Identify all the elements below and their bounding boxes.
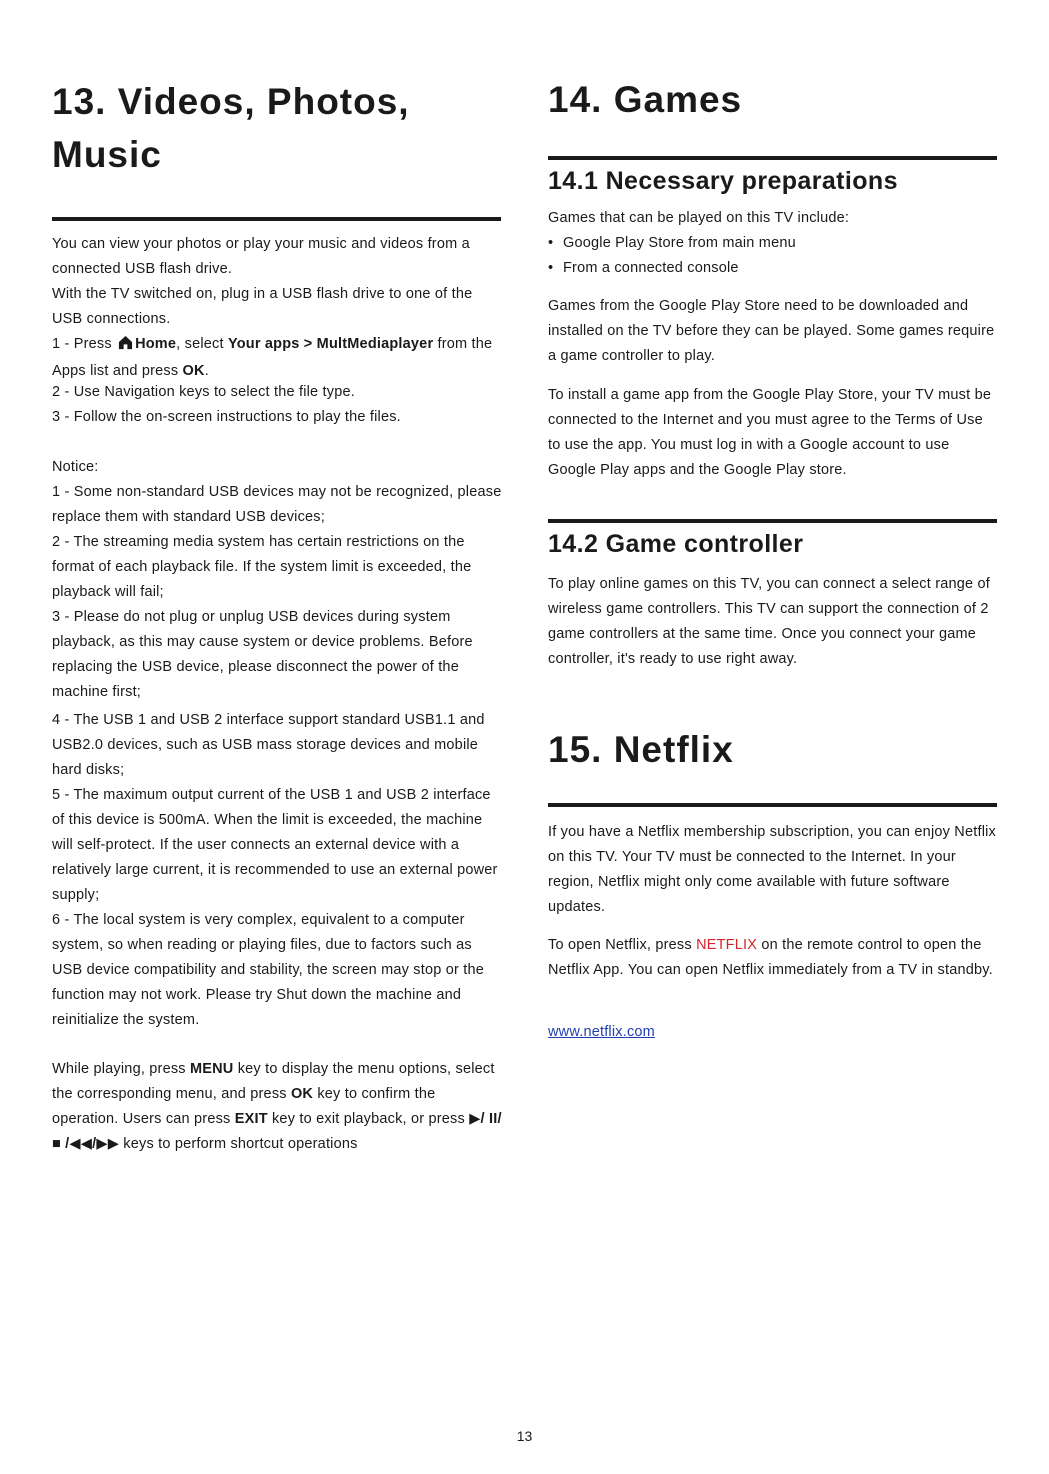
step-1-mid: , select xyxy=(176,336,224,352)
page-number: 13 xyxy=(516,1428,533,1444)
playing-text-2: key to display the menu options, select the corresponding menu, and press xyxy=(52,1061,495,1102)
intro-paragraph-2: With the TV switched on, plug in a USB flash drive to one of the USB connections. xyxy=(52,286,473,327)
step-1-path: Your apps > MultMediaplayer xyxy=(227,336,434,352)
step-1 xyxy=(52,332,502,384)
ok-key-label: OK xyxy=(290,1086,314,1102)
notice-6: 6 - The local system is very complex, equivalent to a computer system, so when reading or playing files, due to factors such as USB device compatibility and stability, the screen may stop or the function may not work. Please try Shut down the machine and reinitialize the system. xyxy=(52,912,485,1028)
netflix-paragraph-2 xyxy=(548,933,998,983)
section-14-2-rule xyxy=(548,519,997,523)
notice-3: 3 - Please do not plug or unplug USB devices during system playback, as this may cause system or device problems. Before replacing the USB device, please disconnect the power of the machine first; xyxy=(52,609,473,700)
netflix-paragraph-1: If you have a Netflix membership subscription, you can enjoy Netflix on this TV. Your TV must be connected to the Internet. In your region, Netflix might only come available with future software updates. xyxy=(548,824,996,915)
playing-instructions xyxy=(52,1057,502,1157)
step-2: 2 - Use Navigation keys to select the file type. xyxy=(52,384,355,400)
notice-5: 5 - The maximum output current of the USB 1 and USB 2 interface of this device is 500mA. When the limit is exceeded, the machine will self-protect. If the user connects an external device with a relatively large current, it is recommended to use an external power supply; xyxy=(52,787,498,903)
netflix-text-1: To open Netflix, press xyxy=(548,937,692,953)
section-14-1-paragraph-1: Games from the Google Play Store need to be downloaded and installed on the TV before they can be played. Some games require a game controller to play. xyxy=(548,298,995,364)
netflix-key-label: NETFLIX xyxy=(696,937,758,953)
netflix-text-2: on the remote control to open the Netflix App. You can open Netflix immediately from a TV in standby. xyxy=(548,937,993,978)
notice-1: 1 - Some non-standard USB devices may not be recognized, please replace them with standard USB devices; xyxy=(52,484,502,525)
exit-key-label: EXIT xyxy=(234,1111,268,1127)
notice-label: Notice: xyxy=(52,459,99,475)
list-item: • Google Play Store from main menu xyxy=(548,231,998,256)
media-keys-icons: II/■ /◀◀/▶▶ xyxy=(52,1111,502,1152)
step-3: 3 - Follow the on-screen instructions to play the files. xyxy=(52,409,401,425)
section-13-rule xyxy=(52,217,501,221)
notice-2: 2 - The streaming media system has certain restrictions on the format of each playback file. If the system limit is exceeded, the playback will fail; xyxy=(52,534,472,600)
game-sources-list xyxy=(548,231,998,281)
playing-text-3: key to confirm the operation. Users can press xyxy=(52,1086,436,1127)
section-15-rule xyxy=(548,803,997,807)
step-1-suffix: from the Apps list and press xyxy=(52,336,493,379)
menu-key-label: MENU xyxy=(189,1061,234,1077)
section-14-1-paragraph-2: To install a game app from the Google Play Store, your TV must be connected to the Internet and you must agree to the Terms of Use to use the app. You must log in with a Google account to use Google Play apps and the Google Play store. xyxy=(548,387,992,478)
playing-text-4: key to exit playback, or press xyxy=(271,1111,465,1127)
netflix-link[interactable]: www.netflix.com xyxy=(548,1024,655,1040)
section-14-2-paragraph: To play online games on this TV, you can connect a select range of wireless game controllers. This TV can support the connection of 2 game controllers at the same time. Once you connect your game controller, it's ready to use right away. xyxy=(548,576,991,667)
step-1-home: Home xyxy=(135,336,177,352)
section-14-1-title: 14.1 Necessary preparations xyxy=(548,167,898,195)
step-1-end: . xyxy=(204,363,209,379)
section-13-title-line1: 13. Videos, Photos, xyxy=(52,81,410,122)
section-14-2-title: 14.2 Game controller xyxy=(548,530,804,558)
section-15-title: 15. Netflix xyxy=(548,729,734,770)
section-14-1-intro: Games that can be played on this TV include: xyxy=(548,210,850,226)
step-1-prefix: 1 - Press xyxy=(52,336,112,352)
section-14-title: 14. Games xyxy=(548,79,743,120)
playing-text-5: keys to perform shortcut operations xyxy=(123,1136,358,1152)
playing-text-1: While playing, press xyxy=(52,1061,186,1077)
list-item: • From a connected console xyxy=(548,256,998,281)
section-14-1-rule xyxy=(548,156,997,160)
notice-4: 4 - The USB 1 and USB 2 interface support standard USB1.1 and USB2.0 devices, such as USB mass storage devices and mobile hard disks; xyxy=(52,712,485,778)
play-key-icon: ▶/ xyxy=(469,1111,485,1127)
netflix-link-line xyxy=(548,1020,998,1045)
intro-paragraph-1: You can view your photos or play your music and videos from a connected USB flash drive. xyxy=(52,236,470,277)
step-1-ok: OK xyxy=(182,363,205,379)
section-13-title-line2: Music xyxy=(52,134,162,175)
home-icon xyxy=(118,334,133,359)
